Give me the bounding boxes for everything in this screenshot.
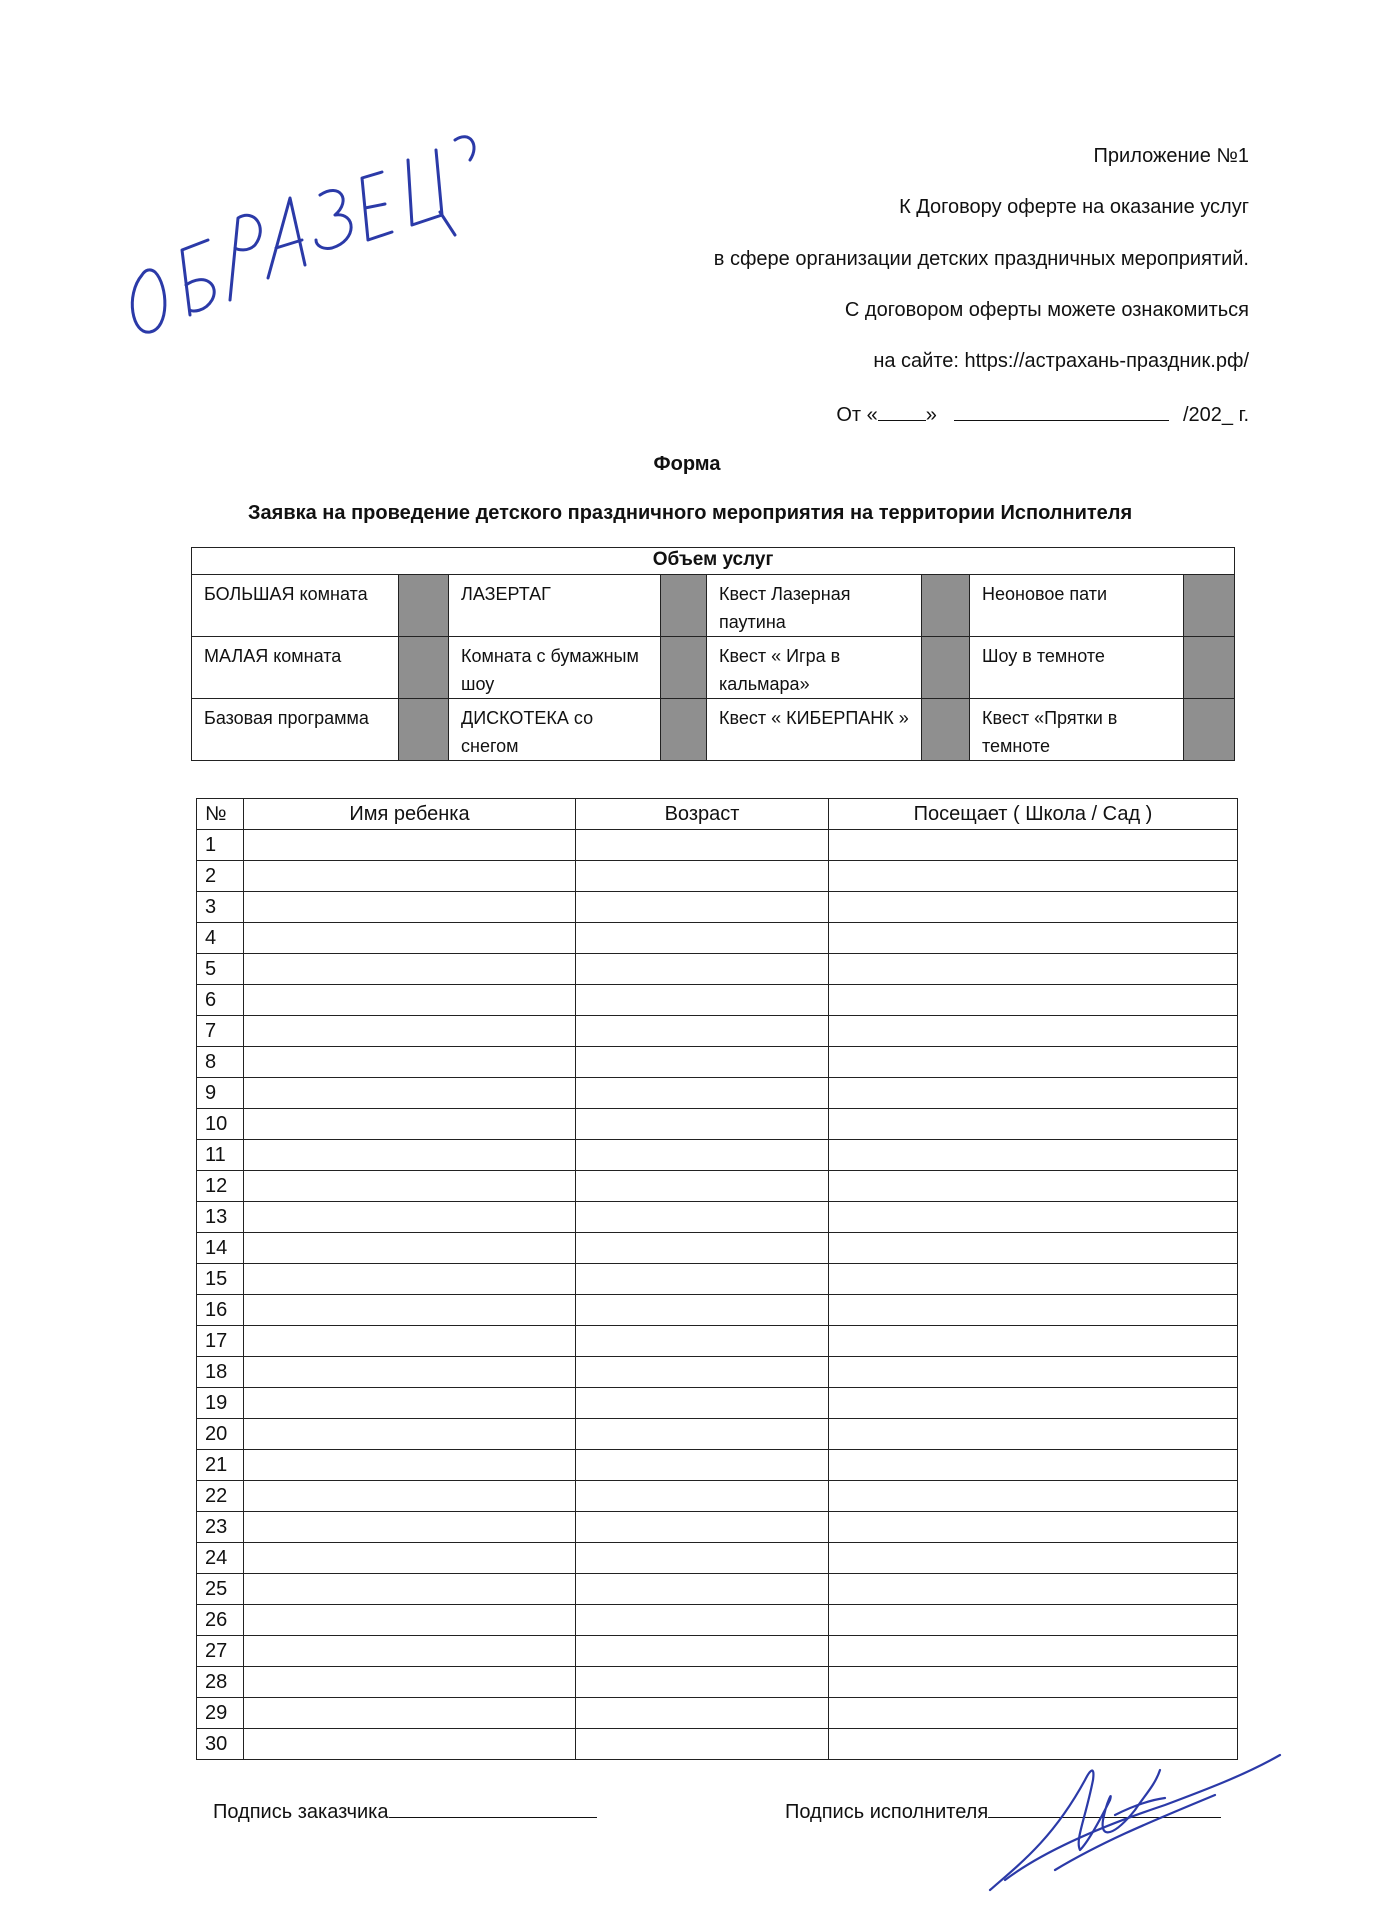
child-name-cell[interactable] bbox=[244, 1016, 576, 1047]
table-row bbox=[197, 1388, 1238, 1419]
child-name-cell[interactable] bbox=[244, 1636, 576, 1667]
row-number: 16 bbox=[197, 1295, 244, 1326]
child-name-cell[interactable] bbox=[244, 830, 576, 861]
service-label: БОЛЬШАЯ комната bbox=[192, 575, 399, 637]
age-cell[interactable] bbox=[576, 1357, 829, 1388]
row-number: 17 bbox=[197, 1326, 244, 1357]
attends-cell[interactable] bbox=[829, 1357, 1238, 1388]
table-row bbox=[197, 1326, 1238, 1357]
child-name-cell[interactable] bbox=[244, 1698, 576, 1729]
service-checkbox[interactable] bbox=[922, 637, 970, 699]
service-label: Квест «Прятки в темноте bbox=[970, 699, 1184, 761]
child-name-cell[interactable] bbox=[244, 1481, 576, 1512]
child-name-cell[interactable] bbox=[244, 985, 576, 1016]
table-row bbox=[197, 1450, 1238, 1481]
executor-handwritten-signature bbox=[985, 1740, 1285, 1900]
child-name-cell[interactable] bbox=[244, 1450, 576, 1481]
date-line bbox=[836, 400, 1249, 427]
services-row bbox=[192, 637, 1235, 699]
age-cell[interactable] bbox=[576, 1078, 829, 1109]
age-cell[interactable] bbox=[576, 1109, 829, 1140]
table-row bbox=[197, 1140, 1238, 1171]
table-row bbox=[197, 1202, 1238, 1233]
table-row bbox=[197, 923, 1238, 954]
attends-cell[interactable] bbox=[829, 1419, 1238, 1450]
attends-cell[interactable] bbox=[829, 1512, 1238, 1543]
service-checkbox[interactable] bbox=[922, 575, 970, 637]
services-row bbox=[192, 699, 1235, 761]
child-name-cell[interactable] bbox=[244, 1047, 576, 1078]
child-name-cell[interactable] bbox=[244, 1233, 576, 1264]
child-name-cell[interactable] bbox=[244, 1512, 576, 1543]
table-row bbox=[197, 985, 1238, 1016]
attends-cell[interactable] bbox=[829, 1605, 1238, 1636]
attends-cell[interactable] bbox=[829, 1326, 1238, 1357]
row-number: 21 bbox=[197, 1450, 244, 1481]
table-row bbox=[197, 1109, 1238, 1140]
date-suffix: /202_ г. bbox=[1177, 404, 1249, 426]
service-checkbox[interactable] bbox=[661, 637, 707, 699]
attends-cell[interactable] bbox=[829, 861, 1238, 892]
table-row bbox=[197, 1419, 1238, 1450]
table-row bbox=[197, 892, 1238, 923]
attends-cell[interactable] bbox=[829, 1202, 1238, 1233]
executor-signature-label: Подпись исполнителя bbox=[785, 1801, 989, 1823]
attends-cell[interactable] bbox=[829, 830, 1238, 861]
date-mid: » bbox=[925, 404, 943, 426]
appendix-label: Приложение №1 bbox=[1093, 145, 1249, 167]
age-cell[interactable] bbox=[576, 1047, 829, 1078]
age-cell[interactable] bbox=[576, 1450, 829, 1481]
row-number: 3 bbox=[197, 892, 244, 923]
age-cell[interactable] bbox=[576, 1233, 829, 1264]
table-row bbox=[197, 1667, 1238, 1698]
child-name-cell[interactable] bbox=[244, 1419, 576, 1450]
age-cell[interactable] bbox=[576, 1667, 829, 1698]
table-row bbox=[197, 861, 1238, 892]
table-row bbox=[197, 1078, 1238, 1109]
children-table bbox=[196, 798, 1238, 1760]
age-cell[interactable] bbox=[576, 1295, 829, 1326]
attends-cell[interactable] bbox=[829, 1574, 1238, 1605]
service-label: Квест Лазерная паутина bbox=[707, 575, 922, 637]
attends-cell[interactable] bbox=[829, 1140, 1238, 1171]
header-number: № bbox=[197, 799, 244, 830]
table-row bbox=[197, 1295, 1238, 1326]
child-name-cell[interactable] bbox=[244, 1388, 576, 1419]
attends-cell[interactable] bbox=[829, 1047, 1238, 1078]
service-checkbox[interactable] bbox=[1184, 637, 1235, 699]
age-cell[interactable] bbox=[576, 1481, 829, 1512]
age-cell[interactable] bbox=[576, 1016, 829, 1047]
attends-cell[interactable] bbox=[829, 1481, 1238, 1512]
age-cell[interactable] bbox=[576, 830, 829, 861]
attends-cell[interactable] bbox=[829, 1295, 1238, 1326]
child-name-cell[interactable] bbox=[244, 1078, 576, 1109]
contract-scope: в сфере организации детских праздничных мероприятий. bbox=[713, 248, 1249, 270]
child-name-cell[interactable] bbox=[244, 1326, 576, 1357]
table-row bbox=[197, 1264, 1238, 1295]
table-row bbox=[197, 1233, 1238, 1264]
services-table bbox=[191, 547, 1235, 761]
age-cell[interactable] bbox=[576, 1388, 829, 1419]
form-title: Форма bbox=[653, 453, 721, 475]
service-checkbox[interactable] bbox=[399, 637, 449, 699]
child-name-cell[interactable] bbox=[244, 1605, 576, 1636]
attends-cell[interactable] bbox=[829, 1264, 1238, 1295]
table-row bbox=[197, 1605, 1238, 1636]
service-checkbox[interactable] bbox=[1184, 699, 1235, 761]
contract-reference: К Договору оферте на оказание услуг bbox=[899, 196, 1249, 218]
service-checkbox[interactable] bbox=[922, 699, 970, 761]
age-cell[interactable] bbox=[576, 1512, 829, 1543]
age-cell[interactable] bbox=[576, 923, 829, 954]
service-checkbox[interactable] bbox=[399, 699, 449, 761]
offer-notice: С договором оферты можете ознакомиться bbox=[844, 299, 1249, 321]
row-number: 9 bbox=[197, 1078, 244, 1109]
customer-signature-label: Подпись заказчика bbox=[213, 1801, 389, 1823]
child-name-cell[interactable] bbox=[244, 1264, 576, 1295]
children-table-header bbox=[197, 799, 1238, 830]
age-cell[interactable] bbox=[576, 1202, 829, 1233]
sample-stamp-handwriting bbox=[120, 100, 500, 360]
child-name-cell[interactable] bbox=[244, 892, 576, 923]
age-cell[interactable] bbox=[576, 1171, 829, 1202]
age-cell[interactable] bbox=[576, 1326, 829, 1357]
child-name-cell[interactable] bbox=[244, 1543, 576, 1574]
child-name-cell[interactable] bbox=[244, 861, 576, 892]
service-checkbox[interactable] bbox=[399, 575, 449, 637]
service-label: Шоу в темноте bbox=[970, 637, 1184, 699]
service-label: Квест « КИБЕРПАНК » bbox=[707, 699, 922, 761]
age-cell[interactable] bbox=[576, 1605, 829, 1636]
service-checkbox[interactable] bbox=[661, 699, 707, 761]
row-number: 18 bbox=[197, 1357, 244, 1388]
attends-cell[interactable] bbox=[829, 985, 1238, 1016]
service-label: ДИСКОТЕКА со снегом bbox=[449, 699, 661, 761]
age-cell[interactable] bbox=[576, 1264, 829, 1295]
service-label: МАЛАЯ комната bbox=[192, 637, 399, 699]
age-cell[interactable] bbox=[576, 1140, 829, 1171]
service-label: Неоновое пати bbox=[970, 575, 1184, 637]
row-number: 22 bbox=[197, 1481, 244, 1512]
attends-cell[interactable] bbox=[829, 1171, 1238, 1202]
child-name-cell[interactable] bbox=[244, 923, 576, 954]
service-label: Базовая программа bbox=[192, 699, 399, 761]
service-label: Квест « Игра в кальмара» bbox=[707, 637, 922, 699]
row-number: 7 bbox=[197, 1016, 244, 1047]
row-number: 10 bbox=[197, 1109, 244, 1140]
row-number: 1 bbox=[197, 830, 244, 861]
row-number: 11 bbox=[197, 1140, 244, 1171]
website-link: на сайте: https://астрахань-праздник.рф/ bbox=[873, 350, 1249, 372]
child-name-cell[interactable] bbox=[244, 1109, 576, 1140]
child-name-cell[interactable] bbox=[244, 1171, 576, 1202]
table-row bbox=[197, 1357, 1238, 1388]
table-row bbox=[197, 1171, 1238, 1202]
attends-cell[interactable] bbox=[829, 1543, 1238, 1574]
row-number: 29 bbox=[197, 1698, 244, 1729]
table-row bbox=[197, 1512, 1238, 1543]
row-number: 24 bbox=[197, 1543, 244, 1574]
service-checkbox[interactable] bbox=[661, 575, 707, 637]
service-label: Комната с бумажным шоу bbox=[449, 637, 661, 699]
table-row bbox=[197, 1481, 1238, 1512]
row-number: 2 bbox=[197, 861, 244, 892]
customer-signature-line[interactable] bbox=[389, 1797, 597, 1818]
age-cell[interactable] bbox=[576, 985, 829, 1016]
row-number: 5 bbox=[197, 954, 244, 985]
age-cell[interactable] bbox=[576, 1574, 829, 1605]
row-number: 25 bbox=[197, 1574, 244, 1605]
attends-cell[interactable] bbox=[829, 1016, 1238, 1047]
child-name-cell[interactable] bbox=[244, 1357, 576, 1388]
child-name-cell[interactable] bbox=[244, 1202, 576, 1233]
application-title: Заявка на проведение детского праздничного мероприятия на территории Исполнителя bbox=[248, 502, 1133, 524]
row-number: 12 bbox=[197, 1171, 244, 1202]
row-number: 30 bbox=[197, 1729, 244, 1760]
row-number: 20 bbox=[197, 1419, 244, 1450]
child-name-cell[interactable] bbox=[244, 954, 576, 985]
age-cell[interactable] bbox=[576, 1419, 829, 1450]
row-number: 4 bbox=[197, 923, 244, 954]
service-label: ЛАЗЕРТАГ bbox=[449, 575, 661, 637]
age-cell[interactable] bbox=[576, 892, 829, 923]
attends-cell[interactable] bbox=[829, 954, 1238, 985]
row-number: 27 bbox=[197, 1636, 244, 1667]
row-number: 23 bbox=[197, 1512, 244, 1543]
attends-cell[interactable] bbox=[829, 1078, 1238, 1109]
row-number: 26 bbox=[197, 1605, 244, 1636]
date-prefix: От « bbox=[836, 404, 878, 426]
attends-cell[interactable] bbox=[829, 1698, 1238, 1729]
attends-cell[interactable] bbox=[829, 1388, 1238, 1419]
row-number: 28 bbox=[197, 1667, 244, 1698]
header-age: Возраст bbox=[576, 799, 829, 830]
table-row bbox=[197, 1016, 1238, 1047]
table-row bbox=[197, 1636, 1238, 1667]
child-name-cell[interactable] bbox=[244, 1667, 576, 1698]
attends-cell[interactable] bbox=[829, 1109, 1238, 1140]
age-cell[interactable] bbox=[576, 1636, 829, 1667]
header-school-kindergarten: Посещает ( Школа / Сад ) bbox=[829, 799, 1238, 830]
row-number: 19 bbox=[197, 1388, 244, 1419]
age-cell[interactable] bbox=[576, 861, 829, 892]
table-row bbox=[197, 830, 1238, 861]
child-name-cell[interactable] bbox=[244, 1729, 576, 1760]
row-number: 15 bbox=[197, 1264, 244, 1295]
table-row bbox=[197, 1543, 1238, 1574]
services-row bbox=[192, 575, 1235, 637]
customer-signature-field bbox=[213, 1797, 597, 1824]
age-cell[interactable] bbox=[576, 1543, 829, 1574]
attends-cell[interactable] bbox=[829, 1233, 1238, 1264]
attends-cell[interactable] bbox=[829, 1636, 1238, 1667]
services-caption: Объем услуг bbox=[192, 548, 1235, 575]
month-blank[interactable] bbox=[954, 400, 1169, 421]
service-checkbox[interactable] bbox=[1184, 575, 1235, 637]
table-row bbox=[197, 1574, 1238, 1605]
attends-cell[interactable] bbox=[829, 1667, 1238, 1698]
row-number: 14 bbox=[197, 1233, 244, 1264]
attends-cell[interactable] bbox=[829, 892, 1238, 923]
row-number: 13 bbox=[197, 1202, 244, 1233]
attends-cell[interactable] bbox=[829, 923, 1238, 954]
table-row bbox=[197, 1698, 1238, 1729]
age-cell[interactable] bbox=[576, 1698, 829, 1729]
attends-cell[interactable] bbox=[829, 1450, 1238, 1481]
child-name-cell[interactable] bbox=[244, 1140, 576, 1171]
age-cell[interactable] bbox=[576, 1729, 829, 1760]
age-cell[interactable] bbox=[576, 954, 829, 985]
day-blank[interactable] bbox=[878, 400, 926, 421]
table-row bbox=[197, 1047, 1238, 1078]
row-number: 6 bbox=[197, 985, 244, 1016]
header-child-name: Имя ребенка bbox=[244, 799, 576, 830]
row-number: 8 bbox=[197, 1047, 244, 1078]
child-name-cell[interactable] bbox=[244, 1574, 576, 1605]
child-name-cell[interactable] bbox=[244, 1295, 576, 1326]
table-row bbox=[197, 954, 1238, 985]
